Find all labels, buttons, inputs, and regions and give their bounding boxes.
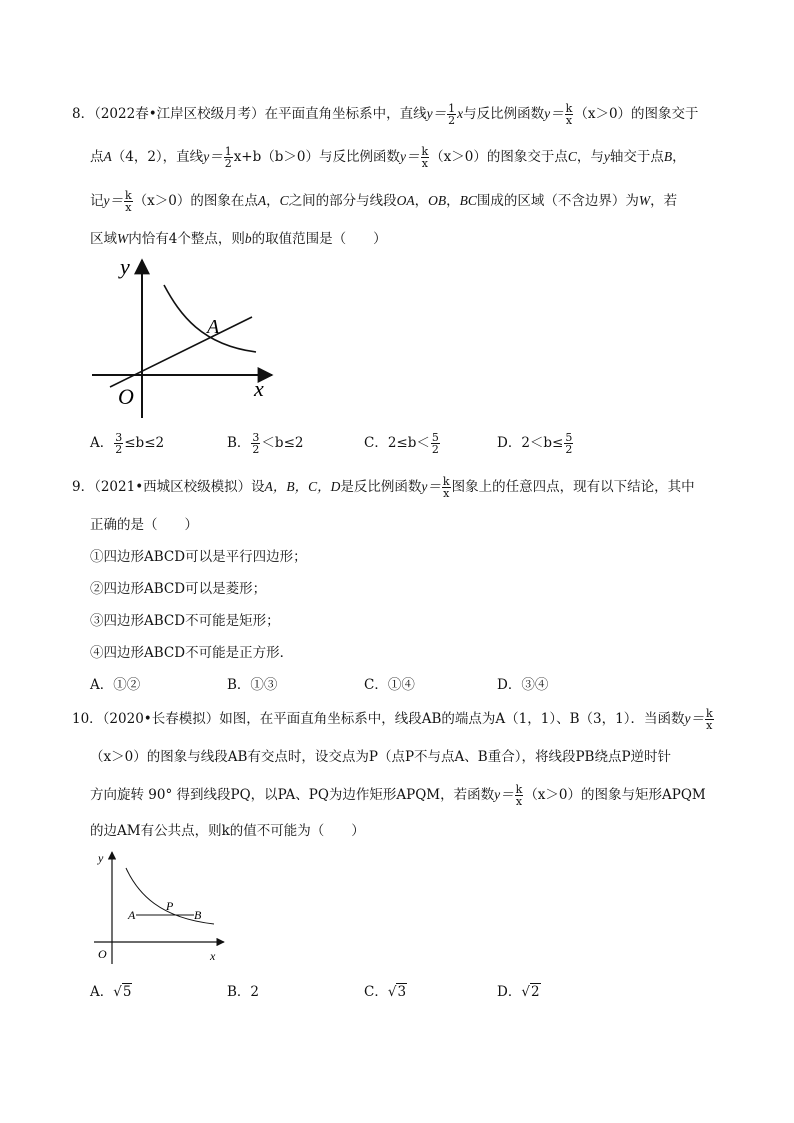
q9-line2: 正确的是（ ）	[90, 517, 198, 533]
q9-option-d[interactable]: D．③④	[497, 677, 549, 693]
q10-fraction-k: $\frac{k}{x}$	[515, 783, 523, 808]
q10-option-d[interactable]: D．√2	[497, 984, 540, 1000]
q10-line3: 方向旋转 90° 得到线段PQ，以PA、PQ为边作矩形APQM，若函数y＝ $\frac{k}{x}$ （x＞0）的图象与矩形APQM	[90, 783, 706, 808]
sqrt-symbol: √2	[521, 984, 540, 1000]
q10-option-a[interactable]: A．√5	[90, 984, 132, 1000]
q8-fraction-k: $\frac{k}{x}$	[421, 145, 429, 170]
q8-line4: 区域W内恰有4个整点，则b的取值范围是（ ）	[90, 231, 387, 247]
q9-option-c[interactable]: C．①④	[364, 677, 415, 693]
x-axis-label: x	[210, 949, 216, 963]
y-axis-label: y	[120, 254, 130, 279]
q9-conclusion-2: ②四边形ABCD可以是菱形；	[90, 581, 267, 597]
q10-fraction-k: $\frac{k}{x}$	[705, 707, 713, 732]
line-oa	[110, 317, 252, 387]
q10-graph	[90, 846, 230, 966]
q8-math: y＝	[426, 106, 447, 121]
q8-option-b[interactable]: B． $\frac{3}{2}$ ＜b≤2	[227, 431, 304, 456]
q8-line2: 点A（4，2），直线y＝ $\frac{1}{2}$ x+b（b＞0）与反比例函数y＝ $\frac{k}{x}$ （x＞0）的图象交于点C，与y轴交于点B，	[90, 145, 686, 170]
q10-line2: （x＞0）的图象与线段AB有交点时，设交点为P（点P不与点A、B重合），将线段PB绕点P逆时针	[90, 749, 672, 765]
origin-label: O	[118, 384, 134, 409]
y-axis-label: y	[98, 851, 104, 865]
q8-fraction: $\frac{1}{2}$	[224, 145, 232, 170]
sqrt-symbol: √5	[113, 984, 132, 1000]
q8-fraction-k: $\frac{k}{x}$	[125, 189, 132, 214]
origin-label: O	[98, 947, 107, 961]
q9-option-a[interactable]: A．①②	[90, 677, 141, 693]
q8-line3: 记y＝ $\frac{k}{x}$ （x＞0）的图象在点A，C之间的部分与线段OA，OB，BC围成的区域（不含边界）为W，若	[90, 189, 678, 214]
point-p-label: P	[166, 899, 174, 913]
q9-fraction-k: $\frac{k}{x}$	[442, 475, 450, 500]
q8-graph	[80, 250, 280, 420]
q9-conclusion-1: ①四边形ABCD可以是平行四边形；	[90, 549, 307, 565]
sqrt-symbol: √3	[387, 984, 407, 1000]
q9-conclusion-4: ④四边形ABCD不可能是正方形．	[90, 645, 294, 661]
q9-conclusion-3: ③四边形ABCD不可能是矩形；	[90, 613, 280, 629]
q10-option-c[interactable]: C．√3	[364, 984, 407, 1000]
q10-line1: 10．（2020•长春模拟）如图，在平面直角坐标系中，线段AB的端点为A（1，1）、B（3，1）．当函数y＝ $\frac{k}{x}$	[72, 707, 713, 732]
point-b-label: B	[194, 908, 202, 922]
q8-option-c[interactable]: C．2≤b＜ $\frac{5}{2}$	[364, 431, 439, 456]
q9-option-b[interactable]: B．①③	[227, 677, 278, 693]
q8-line1: 8．（2022春•江岸区校级月考）在平面直角坐标系中，直线y＝ $\frac{1}{2}$ x与反比例函数y＝ $\frac{k}{x}$ （x＞0）的图象交于	[72, 102, 699, 127]
q8-fraction-k: $\frac{k}{x}$	[565, 102, 573, 127]
point-a-label: A	[128, 908, 136, 922]
q8-text: 8．（2022春•江岸区校级月考）在平面直角坐标系中，直线	[72, 106, 427, 122]
q8-option-d[interactable]: D．2＜b≤ $\frac{5}{2}$	[497, 431, 573, 456]
q10-option-b[interactable]: B．2	[227, 984, 260, 1000]
q10-line4: 的边AM有公共点，则k的值不可能为（ ）	[90, 823, 365, 839]
q9-line1: 9．（2021•西城区校级模拟）设A，B，C，D是反比例函数y＝ $\frac{k}{x}$ 图象上的任意四点，现有以下结论，其中	[72, 475, 695, 500]
point-a-label: A	[207, 316, 220, 338]
x-axis-label: x	[254, 376, 264, 401]
q8-fraction: $\frac{1}{2}$	[448, 102, 456, 127]
q8-option-a[interactable]: A． $\frac{3}{2}$ ≤b≤2	[90, 431, 165, 456]
